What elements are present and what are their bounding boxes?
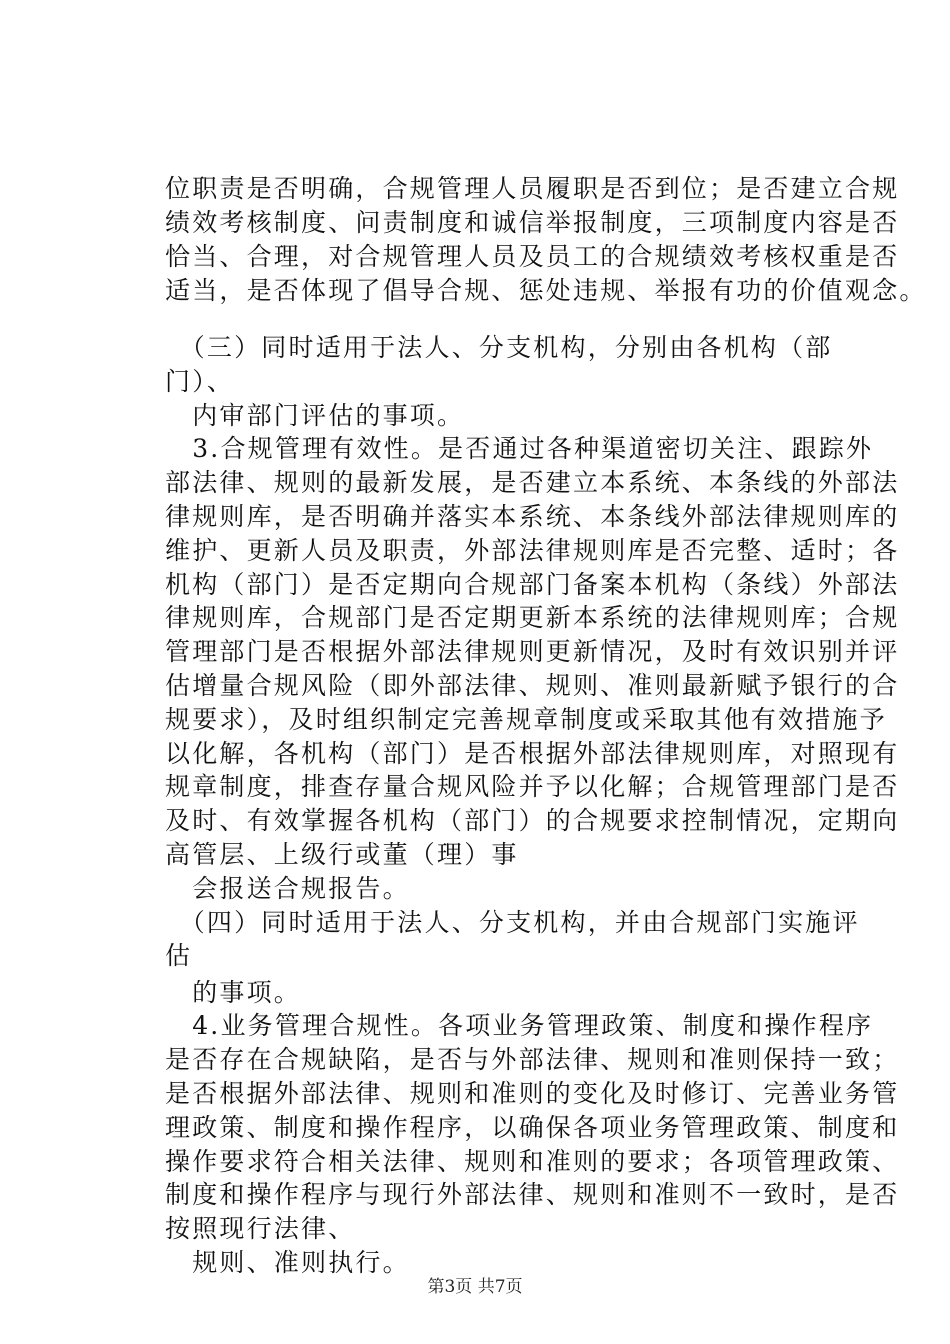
text-line: 适当，是否体现了倡导合规、惩处违规、举报有功的价值观念。 [165,276,927,305]
text-line: 机构（部门）是否定期向合规部门备案本机构（条线）外部法 [165,570,900,599]
text-line: 会报送合规报告。 [165,874,410,903]
text-line: 位职责是否明确，合规管理人员履职是否到位；是否建立合规 [165,174,900,203]
text-line: 及时、有效掌握各机构（部门）的合规要求控制情况，定期向 [165,806,900,835]
text-line: 高管层、上级行或董（理）事 [165,840,519,869]
text-line: 部法律、规则的最新发展，是否建立本系统、本条线的外部法 [165,468,900,497]
text-line: 规则、准则执行。 [165,1248,410,1277]
text-line: 律规则库，合规部门是否定期更新本系统的法律规则库；合规 [165,603,900,632]
text-line: 律规则库，是否明确并落实本系统、本条线外部法律规则库的 [165,502,900,531]
text-line: 规要求），及时组织制定完善规章制度或采取其他有效措施予 [165,705,887,734]
text-line: 管理部门是否根据外部法律规则更新情况，及时有效识别并评 [165,637,900,666]
page-number-footer: 第3页 共7页 [427,1277,523,1297]
text-line: 3.合规管理有效性。是否通过各种渠道密切关注、跟踪外 [165,434,874,463]
text-line: 规章制度，排查存量合规风险并予以化解；合规管理部门是否 [165,772,900,801]
text-line: 以化解，各机构（部门）是否根据外部法律规则库，对照现有 [165,739,900,768]
text-line: 4.业务管理合规性。各项业务管理政策、制度和操作程序 [165,1011,874,1040]
text-line: 是否根据外部法律、规则和准则的变化及时修订、完善业务管 [165,1079,900,1108]
text-line: 的事项。 [165,978,302,1007]
section-heading: （四）同时适用于法人、分支机构，并由合规部门实施评 [165,908,860,937]
text-line: 理政策、制度和操作程序，以确保各项业务管理政策、制度和 [165,1113,900,1142]
text-line: 按照现行法律、 [165,1214,356,1243]
section-heading: 门）、 [165,367,235,396]
text-line: 恰当、合理，对合规管理人员及员工的合规绩效考核权重是否 [165,242,900,271]
text-line: 制度和操作程序与现行外部法律、规则和准则不一致时，是否 [165,1180,900,1209]
text-line: 估增量合规风险（即外部法律、规则、准则最新赋予银行的合 [165,671,900,700]
text-line: 是否存在合规缺陷，是否与外部法律、规则和准则保持一致； [165,1045,900,1074]
text-line: 维护、更新人员及职责，外部法律规则库是否完整、适时；各 [165,536,900,565]
section-heading: （三）同时适用于法人、分支机构，分别由各机构（部 [165,333,833,362]
text-line: 内审部门评估的事项。 [165,401,465,430]
section-heading: 估 [165,941,193,970]
text-line: 操作要求符合相关法律、规则和准则的要求；各项管理政策、 [165,1147,900,1176]
text-line: 绩效考核制度、问责制度和诚信举报制度，三项制度内容是否 [165,208,900,237]
